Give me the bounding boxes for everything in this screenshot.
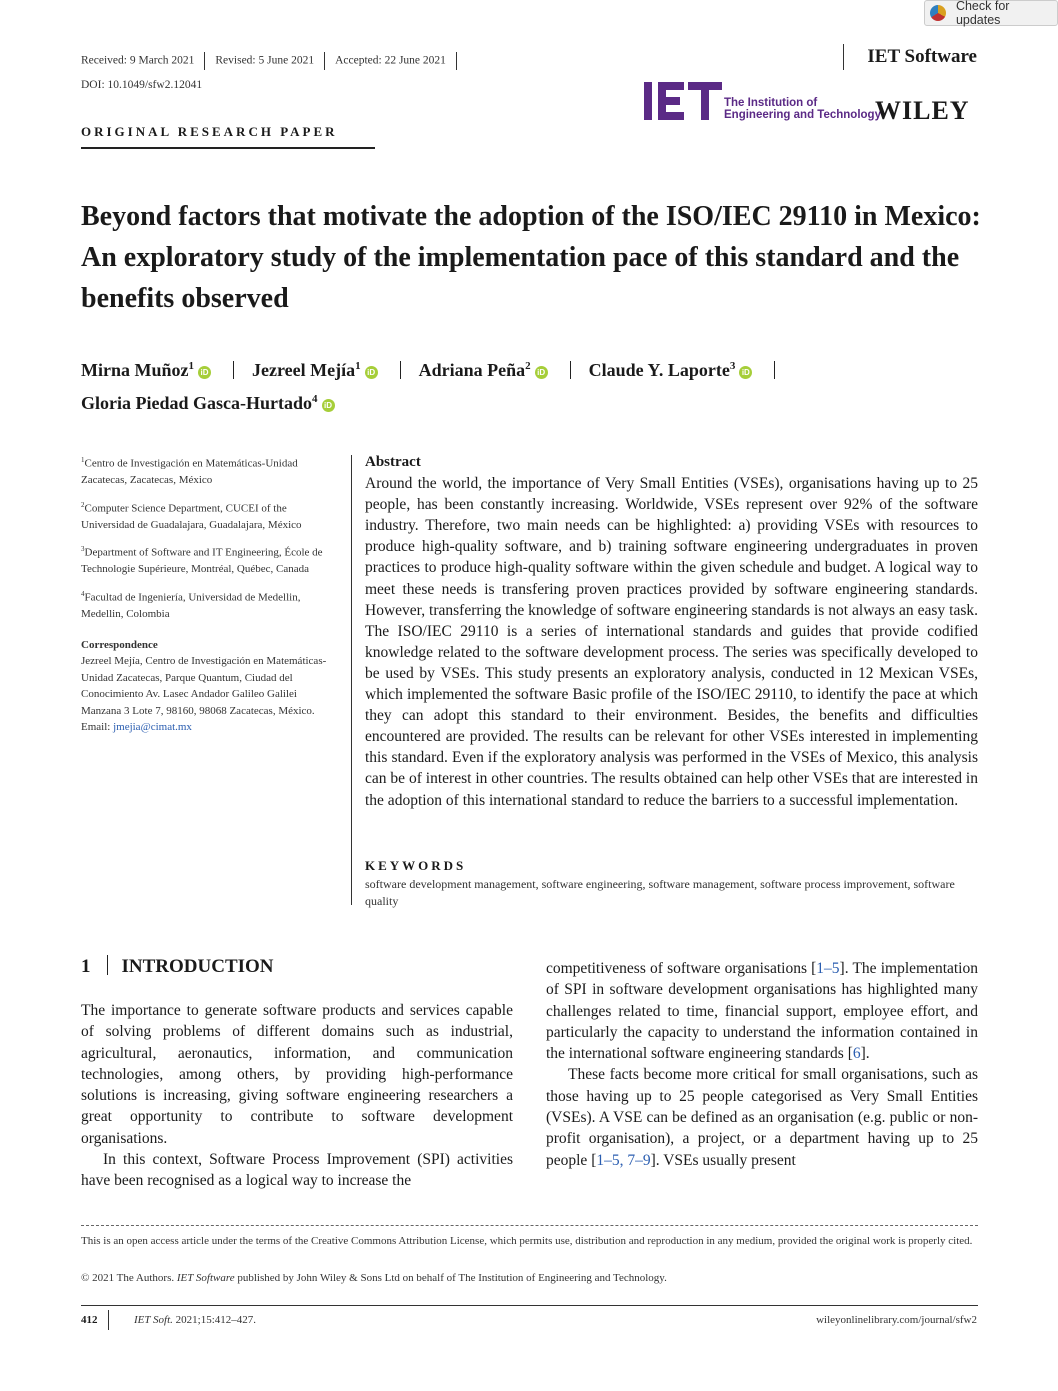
wiley-logo: WILEY — [875, 96, 970, 125]
journal-url[interactable]: wileyonlinelibrary.com/journal/sfw2 — [816, 1314, 977, 1326]
affiliations — [81, 452, 336, 736]
check-for-updates-label: Check for updates — [955, 0, 1010, 27]
iet-logo-text — [724, 97, 881, 121]
affiliation: $^1$Centro de Investigación en Matemáticas-Unidad Zacatecas, Zacatecas, México — [81, 456, 298, 487]
body-column-right — [546, 958, 978, 1171]
license-note: This is an open access article under the terms of the Creative Commons Attribution License, which permits use, distribution and reproduction in any medium, provided the original work is properly cited. — [81, 1235, 973, 1247]
divider — [81, 1225, 978, 1226]
revised-date: Revised: 5 June 2021 — [215, 54, 315, 67]
paragraph: These facts become more critical for small organisations, such as those having up to 25 people categorised as Very Small Entities (VSEs). A VSE can be defined as an organisation (e.g. public or non-profit organisation), a project, or a department having up to 25 people [1–5, 7–9]. VSEs usually present — [546, 1066, 978, 1169]
reference-link[interactable]: 1–5 — [816, 960, 840, 977]
reference-link[interactable]: 6 — [852, 1045, 861, 1063]
accepted-date: Accepted: 22 June 2021 — [335, 54, 446, 67]
paragraph: competitiveness of software organisations [1–5]. The implementation of SPI in software development organisations has highlighted many challenges related to time, financial support, employee effort, and particularly the capacity to understand the information contained in the international software engineering standards [6]. — [546, 960, 978, 1063]
divider — [456, 52, 457, 70]
divider — [81, 1305, 978, 1306]
divider — [774, 361, 775, 379]
orcid-icon[interactable]: iD — [198, 366, 211, 379]
divider — [81, 147, 375, 149]
divider — [108, 1310, 109, 1330]
author[interactable]: Claude Y. Laporte$^3$iD — [589, 352, 753, 385]
copyright-note: © 2021 The Authors. IET Software published by John Wiley & Sons Ltd on behalf of The Institution of Engineering and Technology. — [81, 1272, 667, 1284]
divider — [324, 52, 325, 70]
author[interactable]: Adriana Peña$^2$iD — [419, 352, 548, 385]
affiliation: $^2$Computer Science Department, CUCEI of the Universidad de Guadalajara, Guadalajara, México — [81, 500, 302, 531]
orcid-icon[interactable]: iD — [365, 366, 378, 379]
abstract-text: Around the world, the importance of Very Small Entities (VSEs), organisations having up to 25 people, has been constantly increasing. Worldwide, VSEs represent over 92% of the software industry. Therefore, two main needs can be highlighted: a) providing VSEs with resources to produce high-quality software, and b) training software engineering undergraduates in proven practices to produce high-quality software within the given schedule and budget. A logical way to meet these needs is transfering proven practices provided by software engineering standards. However, transferring the knowledge of software engineering standards is not always an easy task. The ISO/IEC 29110 is a series of international standards and guides that provide codified knowledge related to the software development process. The series was specifically developed to be used by VSEs. This study presents an exploratory analysis, conducted in 12 Mexican VSEs, which implemented the software Basic profile of the ISO/IEC 29110, to identify the pace at which they can adopt this standard to their environment. Besides, the benefits and difficulties encountered are provided. The results can be relevant for other VSEs interested in implementing this standard. Even if the exploratory analysis was performed in the VSEs of Mexico, this analysis can be of interest in other countries. The results obtained can help other VSEs that are interested in the adoption of this international standard to reduce the barriers to a successful implementation. — [365, 475, 978, 809]
orcid-icon[interactable]: iD — [535, 366, 548, 379]
divider — [570, 361, 571, 379]
orcid-icon[interactable]: iD — [322, 399, 335, 412]
correspondence-text: Jezreel Mejía, Centro de Investigación en Matemáticas-Unidad Zacatecas, Parque Quantum, Ciudad del Conocimiento Av. Lasec Andador Galileo Galilei Manzana 3 Lote 7, 98160, 98068 Zacatecas, México. Email: jmejia@cimat.mx — [81, 655, 327, 734]
section-heading: 1 INTRODUCTION — [81, 956, 274, 977]
divider — [233, 361, 234, 379]
author[interactable]: Gloria Piedad Gasca-Hurtado$^4$iD — [81, 385, 335, 418]
affiliation: $^4$Facultad de Ingeniería, Universidad de Medellin, Medellin, Colombia — [81, 589, 301, 621]
author[interactable]: Mirna Muñoz$^1$iD — [81, 352, 211, 385]
keywords-heading: KEYWORDS — [365, 858, 467, 873]
journal-name: IET Software — [867, 46, 977, 67]
paragraph: In this context, Software Process Improvement (SPI) activities have been recognised as a logical way to increase the — [81, 1151, 513, 1190]
author[interactable]: Jezreel Mejía$^1$iD — [252, 352, 378, 385]
author-list — [81, 352, 981, 418]
divider — [351, 455, 352, 905]
iet-logo-icon — [644, 82, 724, 120]
abstract-heading: Abstract — [365, 454, 421, 470]
correspondence-heading: Correspondence — [81, 638, 158, 651]
article-history — [81, 52, 467, 70]
paper-type: ORIGINAL RESEARCH PAPER — [81, 124, 338, 139]
affiliation: $^3$Department of Software and IT Engineering, École de Technologie Supérieure, Montréal, Québec, Canada — [81, 545, 323, 576]
received-date: Received: 9 March 2021 — [81, 54, 195, 67]
paragraph: The importance to generate software products and services capable of solving problems of different domains such as industrial, agricultural, aeronautics, information, and communication technologies, among others, by providing high-performance solutions is increasing, giving software engineering researchers a great opportunity to contribute to software development organisations. — [81, 1002, 513, 1147]
orcid-icon[interactable]: iD — [739, 366, 752, 379]
body-column-left — [81, 1000, 513, 1192]
divider — [400, 361, 401, 379]
divider — [204, 52, 205, 70]
check-for-updates-button[interactable] — [924, 0, 1058, 26]
doi[interactable]: DOI: 10.1049/sfw2.12041 — [81, 79, 203, 91]
keywords: software development management, software engineering, software management, software process improvement, software quality — [365, 877, 955, 908]
iet-line-2: Engineering and Technology — [724, 109, 881, 121]
reference-link[interactable]: 1–5, 7–9 — [596, 1151, 651, 1169]
article-title: Beyond factors that motivate the adoption of the ISO/IEC 29110 in Mexico: An exploratory study of the implementation pace of this standard and the benefits observed — [81, 201, 981, 314]
citation: IET Soft. 2021;15:412–427. — [134, 1314, 257, 1326]
iet-line-1: The Institution of — [724, 97, 818, 109]
divider — [843, 44, 844, 70]
email-link[interactable]: jmejia@cimat.mx — [113, 721, 192, 734]
abstract — [365, 452, 978, 811]
crossmark-icon — [930, 5, 946, 21]
page-number: 412 — [81, 1314, 98, 1326]
